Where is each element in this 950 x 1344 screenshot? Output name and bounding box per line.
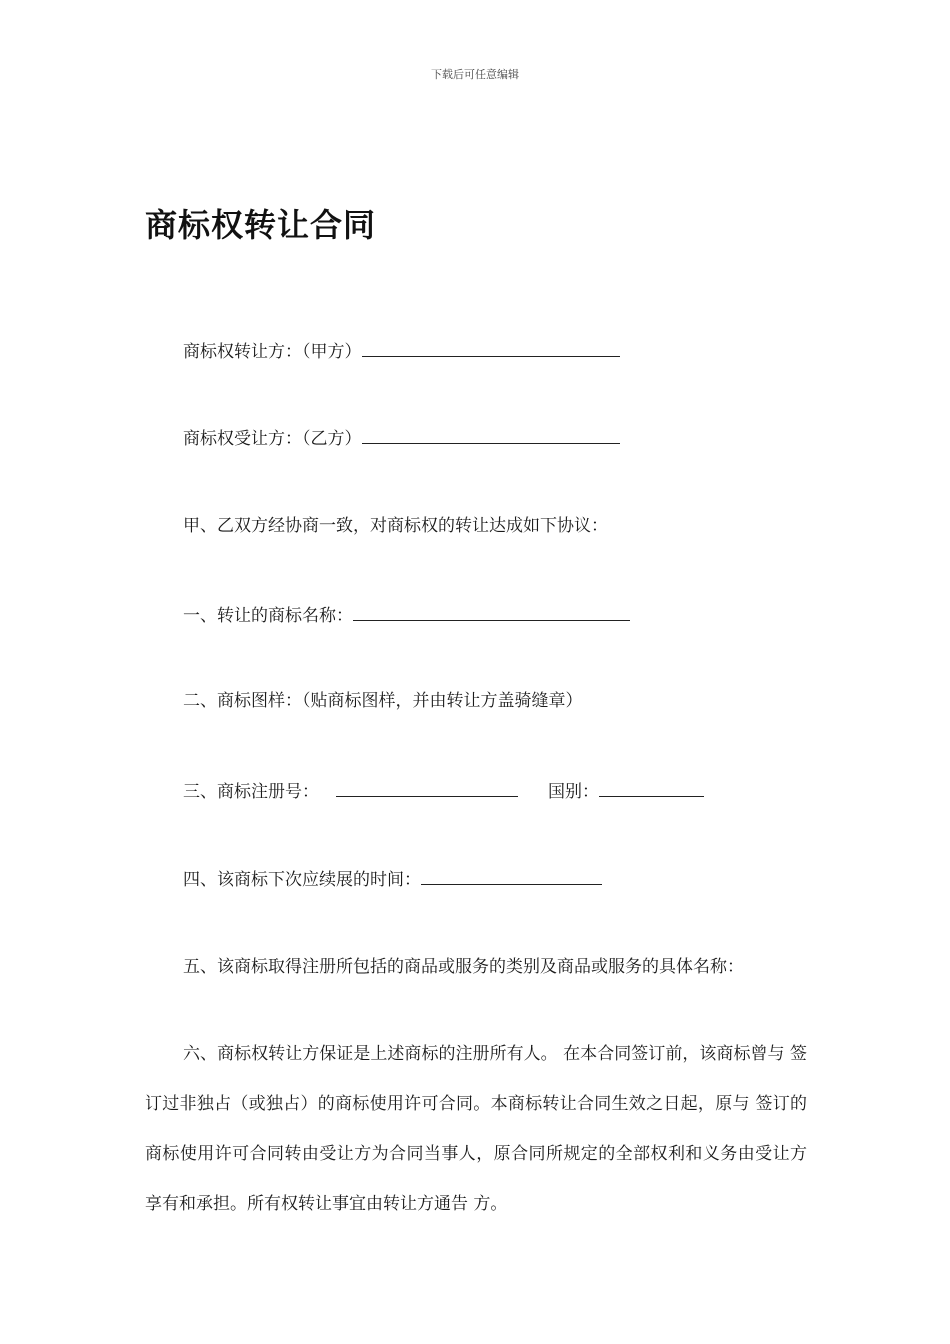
item1-label: 一、转让的商标名称： (183, 606, 353, 626)
item3-label: 三、商标注册号： (183, 782, 319, 802)
item3-country-label: 国别： (548, 782, 599, 802)
transferor-label: 商标权转让方：（甲方） (183, 342, 362, 362)
registration-number-blank[interactable] (336, 778, 518, 797)
transferee-row (183, 425, 620, 451)
trademark-name-blank[interactable] (353, 602, 630, 621)
header-note: 下载后可任意编辑 (431, 68, 519, 81)
transferor-row (183, 338, 620, 364)
item4-row (183, 866, 602, 892)
item3-row (183, 778, 704, 804)
item6-paragraph: 六、商标权转让方保证是上述商标的注册所有人。 在本合同签订前，该商标曾与 签订过非独占（或独占）的商标使用许可合同。本商标转让合同生效之日起，原与 签订的商标使用许可合同转由受让方为合同当事人，原合同所规定的全部权利和义务由受让方享有和承担。所有权转让事宜由转让方通告 方。 (145, 1044, 807, 1214)
item1-row (183, 602, 630, 628)
item5-text: 五、该商标取得注册所包括的商品或服务的类别及商品或服务的具体名称： (183, 957, 744, 977)
renewal-time-blank[interactable] (421, 866, 602, 885)
transferor-blank[interactable] (362, 338, 620, 357)
transferee-label: 商标权受让方：（乙方） (183, 429, 362, 449)
item2-text: 二、商标图样：（贴商标图样，并由转让方盖骑缝章） (183, 691, 583, 711)
intro-text: 甲、乙双方经协商一致，对商标权的转让达成如下协议： (183, 516, 608, 536)
transferee-blank[interactable] (362, 425, 620, 444)
document-title: 商标权转让合同 (145, 206, 377, 244)
country-blank[interactable] (599, 778, 704, 797)
item4-label: 四、该商标下次应续展的时间： (183, 870, 421, 890)
